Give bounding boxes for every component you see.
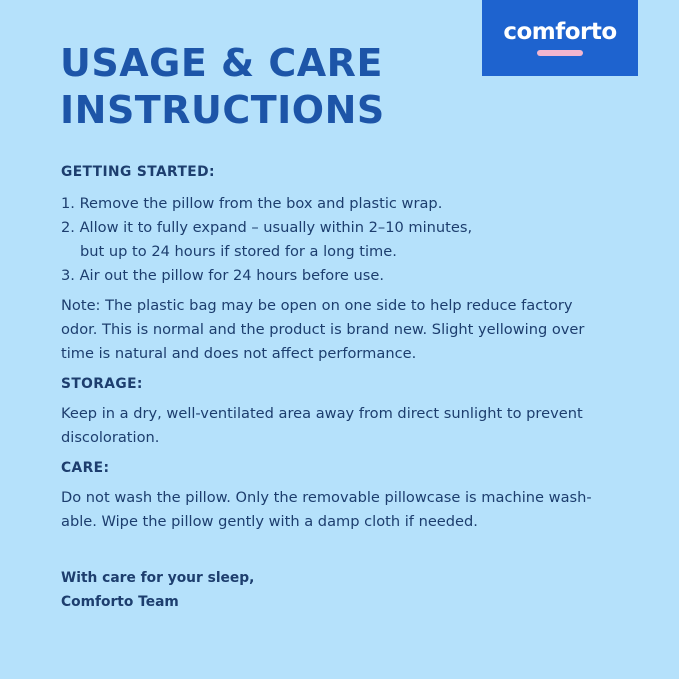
care-line-1: Do not wash the pillow. Only the removable pillowcase is machine wash-: [61, 489, 592, 506]
storage-heading: STORAGE:: [61, 376, 143, 392]
title-line-2: INSTRUCTIONS: [60, 88, 385, 132]
page-title: [60, 40, 385, 134]
brand-logo: [482, 0, 638, 76]
note-line-1: Note: The plastic bag may be open on one side to help reduce factory: [61, 297, 573, 314]
instructions-body: [61, 160, 661, 614]
brand-name: comforto: [503, 19, 617, 45]
step-3: 3. Air out the pillow for 24 hours before use.: [61, 267, 384, 284]
care-line-2: able. Wipe the pillow gently with a damp cloth if needed.: [61, 513, 478, 530]
signoff-line-1: With care for your sleep,: [61, 570, 255, 586]
step-2-line-1: 2. Allow it to fully expand – usually within 2–10 minutes,: [61, 219, 473, 236]
storage-line-1: Keep in a dry, well-ventilated area away from direct sunlight to prevent: [61, 405, 583, 422]
getting-started-heading: GETTING STARTED:: [61, 164, 215, 180]
title-line-1: USAGE & CARE: [60, 41, 383, 85]
step-2-line-2: but up to 24 hours if stored for a long time.: [80, 243, 397, 260]
note-line-3: time is natural and does not affect performance.: [61, 345, 417, 362]
note-line-2: odor. This is normal and the product is brand new. Slight yellowing over: [61, 321, 585, 338]
step-1: 1. Remove the pillow from the box and plastic wrap.: [61, 195, 443, 212]
logo-accent-bar: [537, 50, 583, 56]
care-heading: CARE:: [61, 460, 110, 476]
storage-line-2: discoloration.: [61, 429, 160, 446]
signoff-line-2: Comforto Team: [61, 594, 179, 610]
